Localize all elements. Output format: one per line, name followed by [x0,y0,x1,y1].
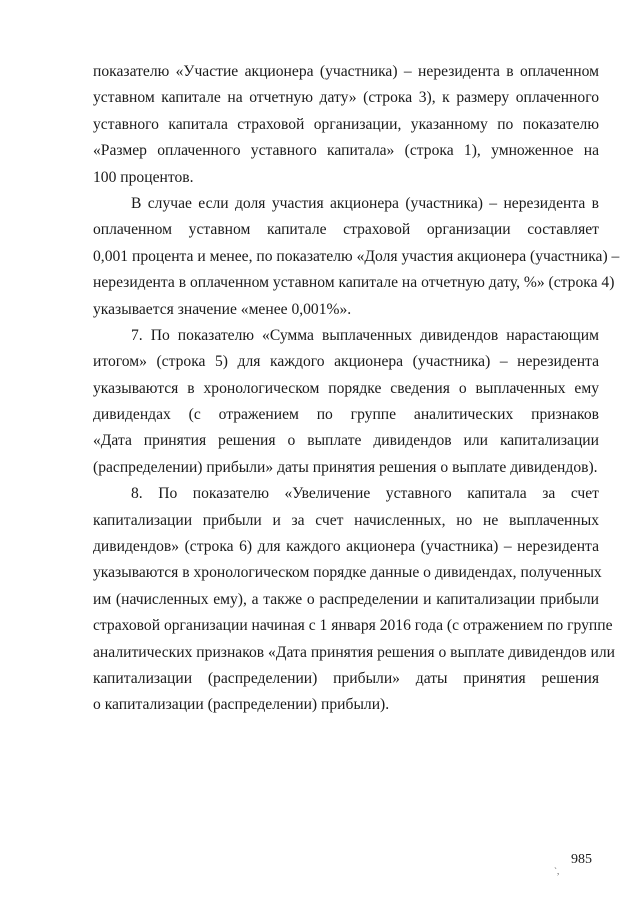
text-line: оплаченном уставном капитале страховой организации составляет [93,221,599,239]
text-line: о капитализации (распределении) прибыли). [93,696,390,714]
text-line: капитализации (распределении) прибыли» даты принятия решения [93,669,599,687]
text-line: страховой организации начиная с 1 января 2016 года (с отражением по группе [93,617,613,635]
text-line: дивидендов» (строка 6) для каждого акционера (участника) – нерезидента [93,538,599,556]
text-line: капитализации прибыли и за счет начисленных, но не выплаченных [93,511,599,529]
text-line: им (начисленных ему), а также о распределении и капитализации прибыли [93,590,599,608]
text-line: уставного капитала страховой организации, указанному по показателю [93,115,599,133]
text-line: нерезидента в оплаченном уставном капитале на отчетную дату, %» (строка 4) [93,274,615,292]
text-line: В случае если доля участия акционера (участника) – нерезидента в [131,194,599,212]
text-line: уставном капитале на отчетную дату» (строка 3), к размеру оплаченного [93,89,599,107]
text-line: аналитических признаков «Дата принятия решения о выплате дивидендов или [93,643,615,661]
text-line: указываются в хронологическом порядке данные о дивидендах, полученных [93,564,602,582]
text-line: 7. По показателю «Сумма выплаченных дивидендов нарастающим [131,326,599,344]
text-line: указывается значение «менее 0,001%». [93,300,352,318]
text-line: «Дата принятия решения о выплате дивидендов или капитализации [93,432,599,450]
text-line: итогом» (строка 5) для каждого акционера (участника) – нерезидента [93,353,599,371]
text-line: 0,001 процента и менее, по показателю «Доля участия акционера (участника) – [93,247,620,265]
page-number: 985 [571,852,592,867]
text-line: «Размер оплаченного уставного капитала» (строка 1), умноженное на [93,142,599,160]
text-line: 100 процентов. [93,168,194,186]
margin-mark: `, [554,866,560,876]
text-line: указываются в хронологическом порядке сведения о выплаченных ему [93,379,599,397]
text-line: показателю «Участие акционера (участника) – нерезидента в оплаченном [93,63,599,80]
body-text [93,59,620,719]
text-line: дивидендах (с отражением по группе аналитических признаков [93,406,599,424]
text-line: (распределении) прибыли» даты принятия решения о выплате дивидендов). [93,458,598,476]
text-line: 8. По показателю «Увеличение уставного капитала за счет [131,485,599,503]
